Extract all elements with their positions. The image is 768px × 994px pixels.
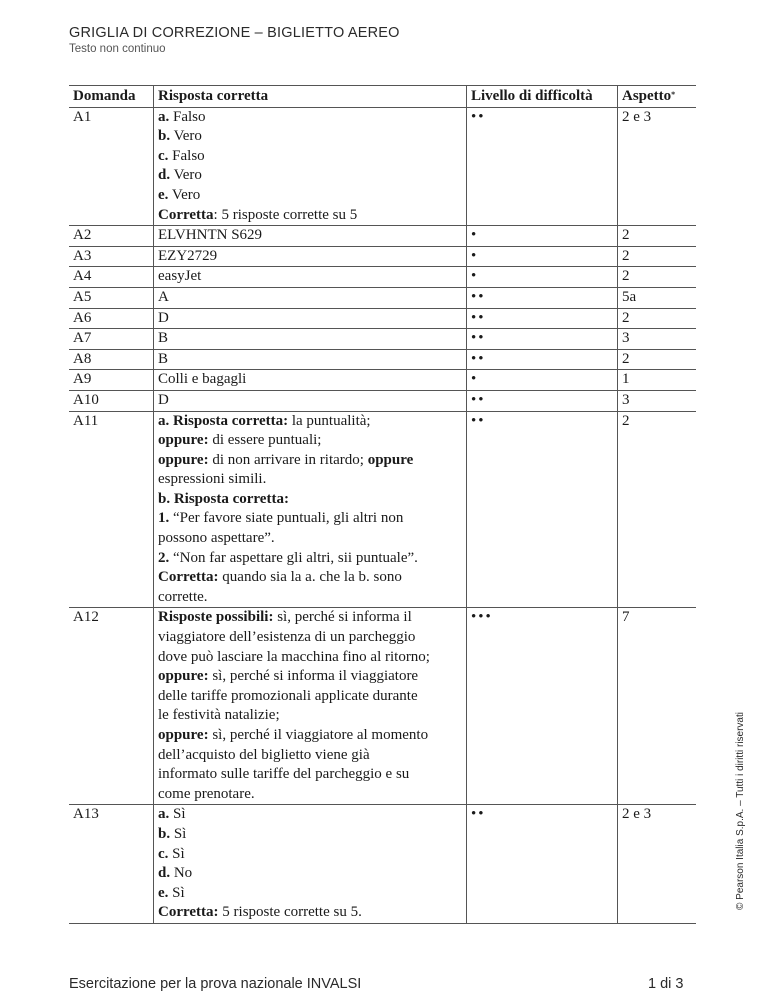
answer-keyword: e.	[158, 186, 169, 203]
answer-keyword: b.	[158, 128, 171, 145]
answer-text: Vero	[170, 128, 202, 145]
difficulty-level: •	[467, 226, 618, 247]
table-row	[69, 349, 696, 370]
difficulty-level: ••	[467, 349, 618, 370]
table-row	[69, 805, 696, 924]
answer-line	[158, 451, 462, 471]
correct-answer	[154, 329, 467, 350]
answer-text: No	[170, 865, 193, 882]
answer-keyword: b.	[158, 825, 171, 842]
answer-line	[158, 765, 462, 785]
header-aspetto	[618, 86, 697, 108]
header-livello: Livello di difficoltà	[467, 86, 618, 108]
question-id: A10	[69, 390, 154, 411]
aspect-value: 2	[618, 308, 697, 329]
answer-text: Falso	[168, 147, 205, 164]
table-row	[69, 287, 696, 308]
answer-keyword: Corretta:	[158, 569, 219, 586]
aspect-value: 2 e 3	[618, 805, 697, 924]
answer-line	[158, 127, 462, 147]
answer-text: : 5 risposte corrette su 5	[213, 206, 358, 223]
page-header	[69, 24, 400, 57]
difficulty-level: ••	[467, 390, 618, 411]
question-id: A7	[69, 329, 154, 350]
aspect-value: 7	[618, 608, 697, 805]
answer-text: Sì	[169, 806, 186, 823]
answer-line	[158, 350, 462, 370]
header-risposta: Risposta corretta	[154, 86, 467, 108]
answer-line	[158, 667, 462, 687]
answer-text: B	[158, 350, 169, 367]
footer-text: Esercitazione per la prova nazionale INVALSI	[69, 976, 362, 992]
aspect-value: 3	[618, 329, 697, 350]
answer-line	[158, 108, 462, 128]
difficulty-level: ••	[467, 308, 618, 329]
question-id: A12	[69, 608, 154, 805]
correction-table	[69, 85, 696, 924]
question-id: A2	[69, 226, 154, 247]
answer-line	[158, 431, 462, 451]
correct-answer	[154, 608, 467, 805]
answer-line	[158, 706, 462, 726]
correct-answer	[154, 226, 467, 247]
difficulty-level: ••	[467, 287, 618, 308]
question-id: A1	[69, 107, 154, 226]
aspect-value: 2 e 3	[618, 107, 697, 226]
answer-text: la puntualità;	[288, 412, 371, 429]
table-body	[69, 107, 696, 923]
answer-line	[158, 568, 462, 588]
answer-line	[158, 267, 462, 287]
document-subtitle: Testo non continuo	[69, 43, 166, 55]
correct-answer	[154, 349, 467, 370]
answer-line	[158, 884, 462, 904]
difficulty-level: •	[467, 370, 618, 391]
answer-text: “Per favore siate puntuali, gli altri non	[169, 510, 404, 527]
answer-keyword: a.	[158, 108, 170, 125]
aspect-value: 3	[618, 390, 697, 411]
answer-text: EZY2729	[158, 247, 218, 264]
answer-line	[158, 288, 462, 308]
difficulty-level: •••	[467, 608, 618, 805]
table-row	[69, 411, 696, 608]
answer-keyword: d.	[158, 167, 171, 184]
answer-keyword: oppure:	[158, 668, 209, 685]
answer-keyword: 1.	[158, 510, 170, 527]
answer-text: corrette.	[158, 588, 208, 605]
answer-line	[158, 608, 462, 628]
answer-keyword: d.	[158, 865, 171, 882]
answer-text: di essere puntuali;	[208, 432, 322, 449]
answer-text: Vero	[168, 186, 201, 203]
header-aspetto-footnote-mark: *	[671, 90, 676, 99]
answer-line	[158, 166, 462, 186]
answer-line	[158, 648, 462, 668]
question-id: A4	[69, 267, 154, 288]
difficulty-level: ••	[467, 411, 618, 608]
question-id: A6	[69, 308, 154, 329]
answer-line	[158, 391, 462, 411]
answer-line	[158, 825, 462, 845]
difficulty-level: ••	[467, 329, 618, 350]
answer-keyword: c.	[158, 147, 169, 164]
answer-line	[158, 845, 462, 865]
question-id: A8	[69, 349, 154, 370]
table-row	[69, 390, 696, 411]
answer-text: “Non far aspettare gli altri, sii puntuale”.	[169, 549, 418, 566]
table-row	[69, 267, 696, 288]
answer-line	[158, 147, 462, 167]
answer-keyword: oppure:	[158, 432, 209, 449]
difficulty-level: ••	[467, 107, 618, 226]
answer-keyword: oppure:	[158, 727, 209, 743]
answer-text: delle tariffe promozionali applicate durante	[158, 687, 418, 704]
answer-line	[158, 549, 462, 569]
answer-line	[158, 412, 462, 432]
header-aspetto-label: Aspetto	[622, 88, 672, 104]
answer-text: Vero	[170, 167, 202, 184]
answer-line	[158, 329, 462, 349]
correct-answer	[154, 411, 467, 608]
answer-text: sì, perché il viaggiatore al momento	[208, 727, 429, 743]
answer-keyword: 2.	[158, 549, 170, 566]
answer-keyword: a.	[158, 806, 170, 823]
answer-text: easyJet	[158, 268, 202, 285]
correct-answer	[154, 107, 467, 226]
answer-line	[158, 726, 462, 746]
answer-text: D	[158, 391, 169, 408]
copyright-note: © Pearson Italia S.p.A. – Tutti i diritti riservati	[735, 712, 746, 910]
answer-line	[158, 509, 462, 529]
answer-line	[158, 903, 462, 923]
answer-text: Sì	[168, 884, 185, 901]
aspect-value: 5a	[618, 287, 697, 308]
answer-line	[158, 226, 462, 246]
question-id: A13	[69, 805, 154, 924]
aspect-value: 2	[618, 226, 697, 247]
correct-answer	[154, 246, 467, 267]
answer-keyword: e.	[158, 884, 169, 901]
answer-text: dell’acquisto del biglietto viene già	[158, 746, 370, 763]
answer-text: informato sulle tariffe del parcheggio e su	[158, 766, 410, 783]
answer-line	[158, 370, 462, 390]
answer-text: di non arrivare in ritardo;	[208, 451, 368, 468]
answer-text: sì, perché si informa il viaggiatore	[208, 668, 419, 685]
answer-line	[158, 687, 462, 707]
question-id: A5	[69, 287, 154, 308]
correct-answer	[154, 805, 467, 924]
answer-keyword: Corretta:	[158, 904, 219, 921]
answer-line	[158, 470, 462, 490]
answer-text: espressioni simili.	[158, 471, 267, 488]
table-row	[69, 107, 696, 226]
document-title: GRIGLIA DI CORREZIONE – BIGLIETTO AEREO	[69, 25, 400, 41]
difficulty-level: •	[467, 246, 618, 267]
answer-line	[158, 588, 462, 608]
correct-answer	[154, 308, 467, 329]
table-row	[69, 608, 696, 805]
answer-line	[158, 746, 462, 766]
answer-keyword: oppure:	[158, 451, 209, 468]
answer-text: possono aspettare”.	[158, 530, 275, 547]
answer-line	[158, 490, 462, 510]
aspect-value: 2	[618, 349, 697, 370]
table-header-row	[69, 86, 696, 108]
answer-keyword: b. Risposta corretta:	[158, 490, 289, 507]
answer-line	[158, 529, 462, 549]
table-row	[69, 308, 696, 329]
difficulty-level: •	[467, 267, 618, 288]
question-id: A9	[69, 370, 154, 391]
answer-line	[158, 206, 462, 226]
question-id: A11	[69, 411, 154, 608]
aspect-value: 2	[618, 411, 697, 608]
aspect-value: 1	[618, 370, 697, 391]
answer-text: come prenotare.	[158, 785, 255, 802]
page-number: 1 di 3	[648, 976, 684, 992]
answer-text: D	[158, 309, 169, 326]
answer-line	[158, 864, 462, 884]
table-row	[69, 329, 696, 350]
answer-text: A	[158, 288, 169, 305]
answer-line	[158, 805, 462, 825]
answer-text: Sì	[168, 845, 185, 862]
answer-text: Sì	[170, 825, 187, 842]
answer-line	[158, 785, 462, 805]
answer-keyword: c.	[158, 845, 169, 862]
table-row	[69, 226, 696, 247]
question-id: A3	[69, 246, 154, 267]
answer-keyword: Risposte possibili:	[158, 609, 274, 626]
answer-text: viaggiatore dell’esistenza di un parcheggio	[158, 629, 416, 646]
correct-answer	[154, 267, 467, 288]
correct-answer	[154, 370, 467, 391]
answer-text: le festività natalizie;	[158, 707, 280, 724]
answer-text: Colli e bagagli	[158, 371, 247, 388]
answer-keyword: a. Risposta corretta:	[158, 412, 289, 429]
correct-answer	[154, 287, 467, 308]
answer-text: Falso	[169, 108, 206, 125]
answer-text: quando sia la a. che la b. sono	[218, 569, 402, 586]
answer-line	[158, 186, 462, 206]
aspect-value: 2	[618, 267, 697, 288]
answer-keyword: oppure	[367, 451, 414, 468]
answer-line	[158, 628, 462, 648]
answer-keyword: Corretta	[158, 206, 214, 223]
answer-text: sì, perché si informa il	[273, 609, 412, 626]
difficulty-level: ••	[467, 805, 618, 924]
table-row	[69, 246, 696, 267]
header-domanda: Domanda	[69, 86, 154, 108]
answer-line	[158, 247, 462, 267]
answer-text: dove può lasciare la macchina fino al ritorno;	[158, 648, 430, 665]
answer-text: ELVHNTN S629	[158, 227, 263, 244]
answer-text: 5 risposte corrette su 5.	[218, 904, 362, 921]
aspect-value: 2	[618, 246, 697, 267]
answer-line	[158, 309, 462, 329]
table-row	[69, 370, 696, 391]
correct-answer	[154, 390, 467, 411]
answer-text: B	[158, 330, 169, 347]
